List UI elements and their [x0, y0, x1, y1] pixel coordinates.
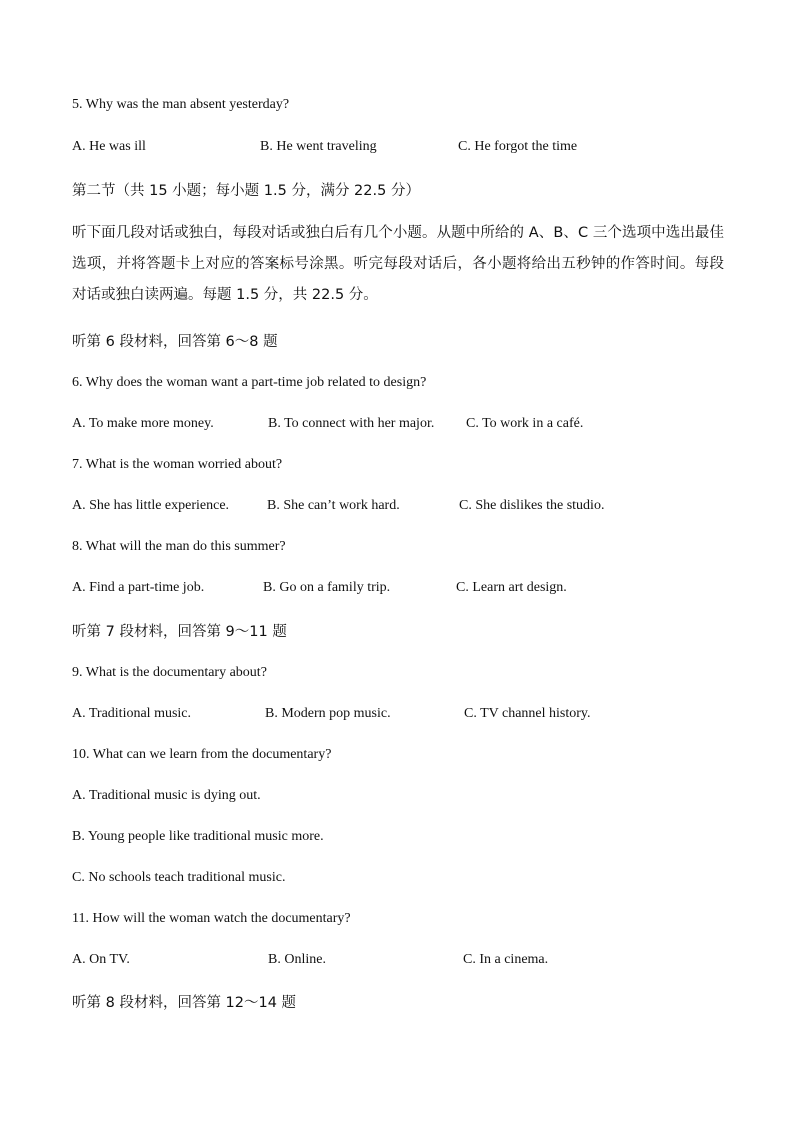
section-2-instructions: 听下面几段对话或独白，每段对话或独白后有几个小题。从题中所给的 A、B、C 三个选项中选出最佳选项，并将答题卡上对应的答案标号涂黑。听完每段对话后，各小题将给出五秒钟的作答时间。每段对话或独白读两遍。每题 1.5 分，共 22.5 分。	[72, 225, 724, 303]
question-5: 5. Why was the man absent yesterday?	[72, 97, 290, 112]
q10-option-a: A. Traditional music is dying out.	[72, 788, 261, 803]
q9-option-c: C. TV channel history.	[464, 706, 591, 721]
q8-option-a: A. Find a part-time job.	[72, 580, 205, 595]
section-2-title: 第二节（共 15 小题；每小题 1.5 分，满分 22.5 分）	[72, 183, 420, 199]
q7-option-a: A. She has little experience.	[72, 498, 230, 513]
material-8-heading: 听第 8 段材料，回答第 12～14 题	[72, 995, 297, 1011]
question-9: 9. What is the documentary about?	[72, 665, 267, 680]
q11-option-a: A. On TV.	[72, 952, 130, 967]
q11-option-c: C. In a cinema.	[463, 952, 549, 967]
q6-option-b: B. To connect with her major.	[268, 416, 435, 431]
q8-option-b: B. Go on a family trip.	[263, 580, 391, 595]
q6-option-a: A. To make more money.	[72, 416, 214, 431]
q10-option-b: B. Young people like traditional music more.	[72, 829, 324, 844]
q5-option-b: B. He went traveling	[260, 139, 377, 154]
q7-option-b: B. She can’t work hard.	[267, 498, 400, 513]
q6-option-c: C. To work in a café.	[466, 416, 584, 431]
material-6-heading: 听第 6 段材料，回答第 6～8 题	[72, 334, 278, 350]
q5-option-c: C. He forgot the time	[458, 139, 578, 154]
question-8: 8. What will the man do this summer?	[72, 539, 286, 554]
question-11: 11. How will the woman watch the documentary?	[72, 911, 351, 926]
q7-option-c: C. She dislikes the studio.	[459, 498, 605, 513]
q11-option-b: B. Online.	[268, 952, 326, 967]
q5-option-a: A. He was ill	[72, 139, 146, 154]
q10-option-c: C. No schools teach traditional music.	[72, 870, 286, 885]
material-7-heading: 听第 7 段材料，回答第 9～11 题	[72, 624, 287, 640]
q8-option-c: C. Learn art design.	[456, 580, 567, 595]
q9-option-b: B. Modern pop music.	[265, 706, 391, 721]
question-7: 7. What is the woman worried about?	[72, 457, 283, 472]
question-6: 6. Why does the woman want a part-time job related to design?	[72, 375, 427, 390]
question-10: 10. What can we learn from the documentary?	[72, 747, 332, 762]
q9-option-a: A. Traditional music.	[72, 706, 192, 721]
